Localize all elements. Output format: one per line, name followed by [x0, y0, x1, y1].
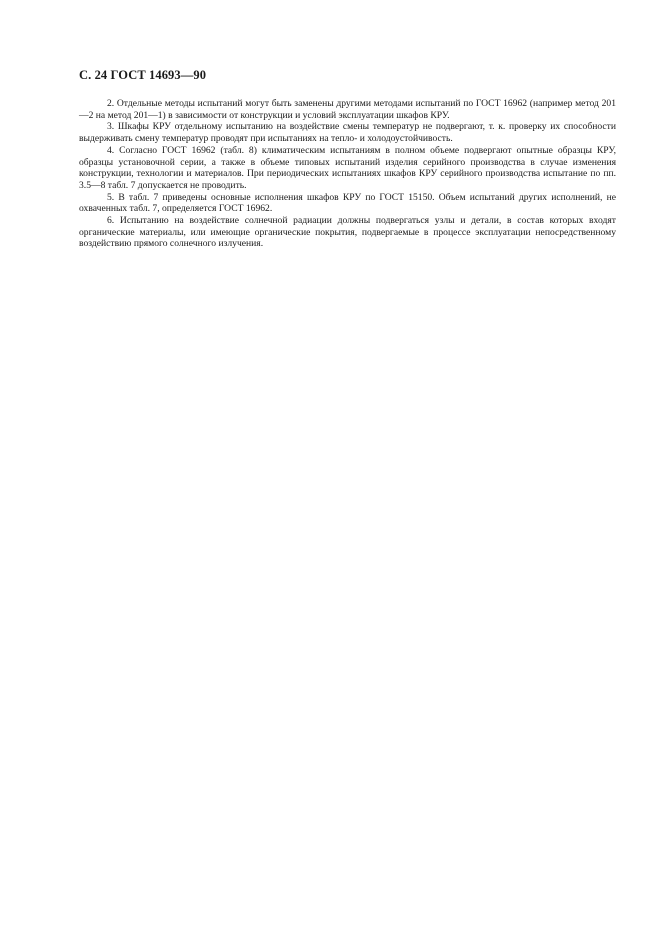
- paragraph-item-2: 2. Отдельные методы испытаний могут быть заменены другими методами испытаний по ГОСТ 16962 (например метод 201—2 на метод 201—1) в зависимости от конструкции и условий эксплуатации шкафов КРУ.: [79, 98, 616, 121]
- document-body: [79, 98, 616, 250]
- page-header-title: С. 24 ГОСТ 14693—90: [79, 68, 207, 82]
- paragraph-item-5: 5. В табл. 7 приведены основные исполнения шкафов КРУ по ГОСТ 15150. Объем испытаний других исполнений, не охваченных табл. 7, определяется ГОСТ 16962.: [79, 191, 616, 215]
- paragraph-item-6: 6. Испытанию на воздействие солнечной радиации должны подвергаться узлы и детали, в состав которых входят органические материалы, или имеющие органические покрытия, подвергаемые в процессе эксплуатации непосредственному воздействию прямого солнечного излучения.: [79, 215, 616, 250]
- paragraph-item-4: 4. Согласно ГОСТ 16962 (табл. 8) климатическим испытаниям в полном объеме подвергают опытные образцы КРУ, образцы установочной серии, а также в объеме типовых испытаний изделия серийного производства в случае изменения конструкции, технологии и материалов. При периодических испытаниях шкафов КРУ серийного производства испытание по пп. 3.5—8 табл. 7 допускается не проводить.: [79, 144, 616, 191]
- paragraph-item-3: 3. Шкафы КРУ отдельному испытанию на воздействие смены температур не подвергают, т. к. проверку их способности выдерживать смену температур проводят при испытаниях на тепло- и холодоустойчивость.: [79, 121, 616, 145]
